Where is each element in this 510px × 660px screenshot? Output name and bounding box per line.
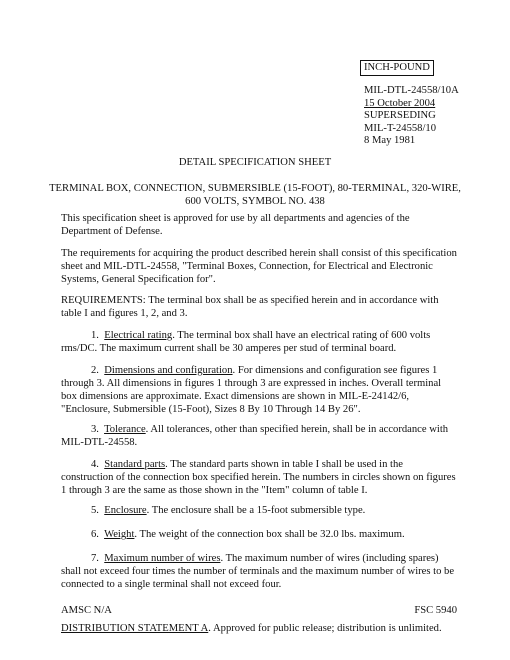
- item-enclosure: [61, 504, 457, 517]
- item-max-wires: [61, 552, 457, 591]
- item-tolerance: [61, 423, 457, 449]
- item-text: . The enclosure shall be a 15-foot submersible type.: [146, 505, 366, 516]
- amsc-label: AMSC N/A: [61, 605, 112, 616]
- subtitle-line-1: TERMINAL BOX, CONNECTION, SUBMERSIBLE (15-FOOT), 80-TERMINAL, 320-WIRE,: [49, 183, 461, 194]
- item-electrical-rating: [61, 329, 457, 355]
- distribution-statement: [61, 622, 481, 635]
- item-heading: Standard parts: [104, 459, 166, 470]
- page-subtitle: [30, 182, 480, 208]
- item-text: . The maximum number of wires (including spares) shall not exceed four times the number of terminals and the maximum number of wires to be connected to a single terminal shall not exceed four.: [61, 553, 455, 590]
- item-text: . For dimensions and configuration see figures 1 through 3. All dimensions in figures 1 through 3 are expressed in inches. Overall terminal box dimensions are approximate. Exact dimensions are shown in MIL-E-24142/6, "Enclosure, Submersible (15-Foot), Sizes 8 By 10 Through 14 By 26".: [61, 365, 442, 415]
- item-heading: Weight: [104, 529, 135, 540]
- doc-date: 15 October 2004: [364, 97, 436, 109]
- page-title: DETAIL SPECIFICATION SHEET: [178, 157, 332, 168]
- item-heading: Electrical rating: [104, 330, 173, 341]
- subtitle-line-2: 600 VOLTS, SYMBOL NO. 438: [185, 196, 325, 207]
- item-number: 6.: [91, 529, 99, 540]
- distribution-heading: DISTRIBUTION STATEMENT A: [61, 623, 209, 634]
- item-heading: Enclosure: [104, 505, 147, 516]
- requirements-ack-paragraph: The requirements for acquiring the product described herein shall consist of this specification sheet and MIL-DTL-24558, "Terminal Boxes, Connection, for Electrical and Electronic Systems, General Specification for".: [61, 248, 457, 285]
- item-number: 2.: [91, 365, 99, 376]
- doc-number: MIL-DTL-24558/10A: [364, 85, 459, 96]
- item-text: . The weight of the connection box shall be 32.0 lbs. maximum.: [134, 529, 405, 540]
- inch-pound-stamp: INCH-POUND: [360, 60, 434, 76]
- item-heading: Maximum number of wires: [104, 553, 221, 564]
- item-number: 7.: [91, 553, 99, 564]
- item-heading: Dimensions and configuration: [104, 365, 233, 376]
- superseded-doc: MIL-T-24558/10: [364, 122, 436, 134]
- superseded-date: 8 May 1981: [364, 135, 416, 147]
- item-number: 1.: [91, 330, 99, 341]
- approval-paragraph: This specification sheet is approved for use by all departments and agencies of the Department of Defense.: [61, 213, 410, 237]
- document-identification: [364, 85, 465, 148]
- superseding-label: SUPERSEDING: [364, 110, 436, 122]
- item-text: . The terminal box shall have an electrical rating of 600 volts rms/DC. The maximum current shall be 30 amperes per stud of terminal board.: [61, 330, 431, 354]
- item-dimensions: [61, 364, 457, 416]
- item-standard-parts: [61, 458, 457, 497]
- fsc-label: FSC 5940: [414, 605, 457, 616]
- item-text: . All tolerances, other than specified herein, shall be in accordance with MIL-DTL-24558.: [61, 424, 449, 448]
- item-number: 4.: [91, 459, 99, 470]
- item-heading: Tolerance: [104, 424, 146, 435]
- item-number: 3.: [91, 424, 99, 435]
- distribution-text: . Approved for public release; distribution is unlimited.: [208, 623, 442, 634]
- item-number: 5.: [91, 505, 99, 516]
- item-text: . The standard parts shown in table I shall be used in the construction of the connection box specified herein. The numbers in circles shown on figures 1 through 3 are the same as those shown in the "Item" column of table I.: [61, 459, 456, 496]
- item-weight: [61, 528, 457, 541]
- requirements-paragraph: REQUIREMENTS: The terminal box shall be as specified herein and in accordance with table I and figures 1, 2, and 3.: [61, 295, 439, 319]
